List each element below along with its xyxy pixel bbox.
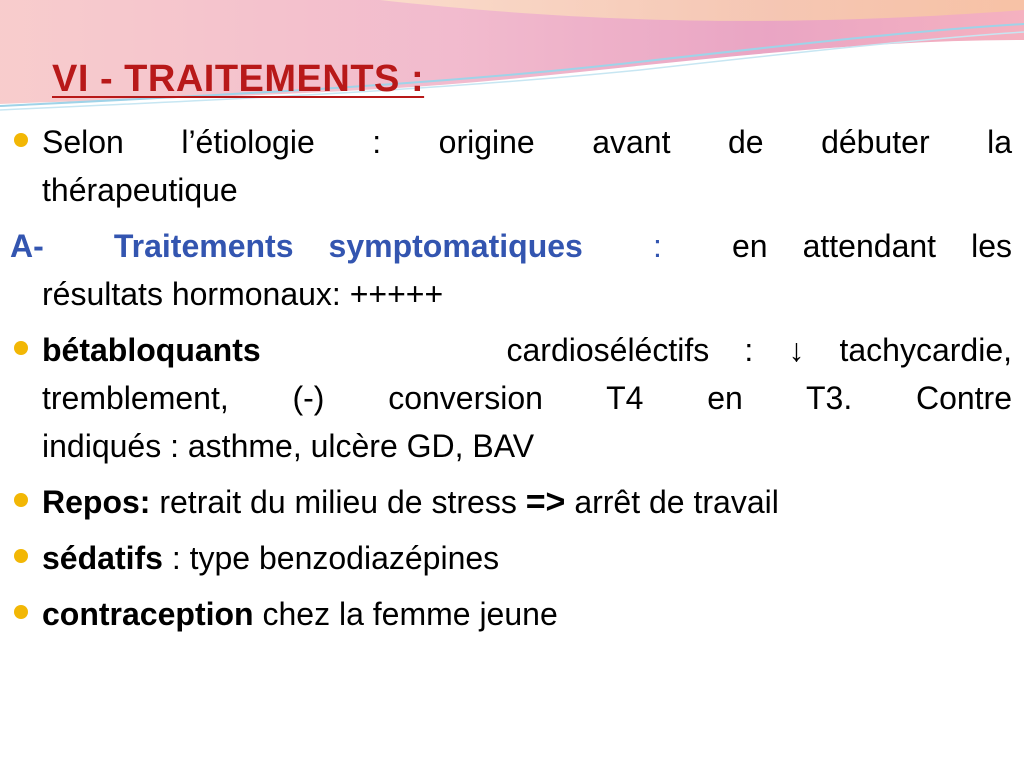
implies-arrow-icon: => [525, 483, 566, 521]
item-text: cardioséléctifs : ↓ tachycardie, [506, 332, 1013, 368]
item-bold: sédatifs [42, 540, 163, 576]
heading-line2: résultats hormonaux: +++++ [42, 276, 444, 312]
section-heading [10, 222, 1012, 318]
list-item [10, 326, 1012, 470]
list-item [10, 118, 1012, 214]
item-text: : type benzodiazépines [171, 540, 500, 576]
item-text: tremblement, (-) conversion T4 en T3. Contre [42, 380, 1012, 416]
item-text: chez la femme jeune [262, 596, 558, 632]
item-text: thérapeutique [42, 172, 238, 208]
item-text: retrait du milieu de stress [159, 484, 517, 520]
item-text: indiqués : asthme, ulcère GD, BAV [42, 428, 535, 464]
item-line [42, 326, 1012, 374]
heading-colon: : [652, 228, 662, 264]
slide-title: VI - TRAITEMENTS : [52, 58, 425, 100]
list-item [10, 478, 1012, 526]
heading-prefix: A- [10, 228, 44, 264]
heading-title: Traitements symptomatiques [113, 228, 583, 264]
item-bold: bétabloquants [42, 332, 261, 368]
item-bold: Repos: [42, 484, 151, 520]
list-item [10, 590, 1012, 638]
list-item [10, 534, 1012, 582]
item-text: arrêt de travail [574, 484, 779, 520]
heading-line [10, 222, 1013, 270]
slide-content [10, 118, 1012, 646]
heading-rest: en attendant les [731, 228, 1013, 264]
bullet-icon [14, 549, 28, 563]
item-bold: contraception [42, 596, 254, 632]
item-text: Selon l’étiologie : origine avant de débuter la [42, 124, 1012, 160]
bullet-icon [14, 605, 28, 619]
bullet-icon [14, 341, 28, 355]
bullet-icon [14, 133, 28, 147]
bullet-icon [14, 493, 28, 507]
